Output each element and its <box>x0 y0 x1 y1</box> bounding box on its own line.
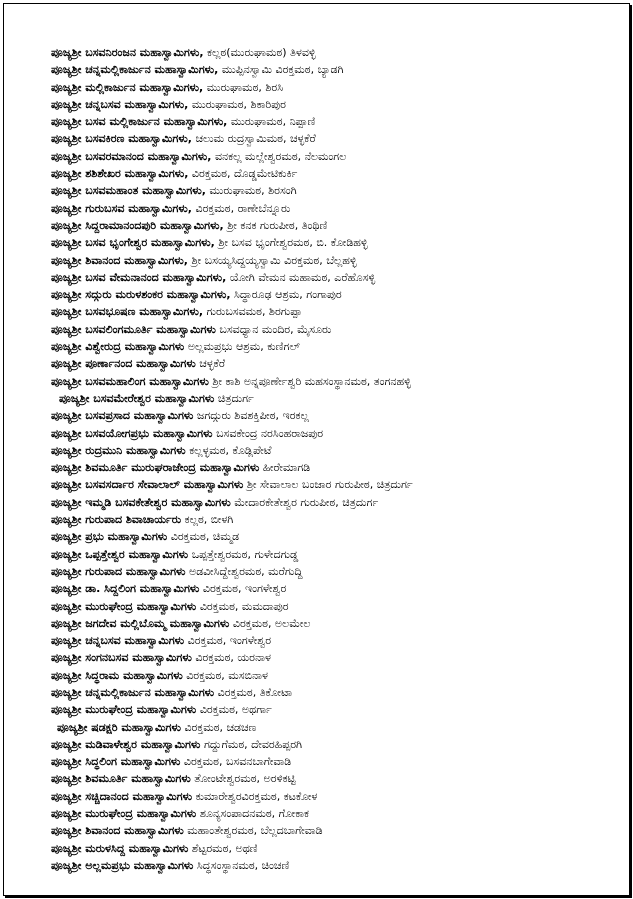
seer-title: ಪೂಜ್ಯಶ್ರೀ ಬಸವ ಭೃಂಗೇಶ್ವರ ಮಹಾಸ್ವಾಮಿಗಳು, <box>51 236 215 250</box>
seer-place: ವಿರಕ್ತಮಠ, ಯರನಾಳ <box>195 651 271 665</box>
list-item <box>51 44 413 61</box>
list-item <box>51 96 413 113</box>
seer-place: ವಿರಕ್ತಮಠ, ಮಮದಾಪುರ <box>199 599 289 613</box>
seer-title: ಪೂಜ್ಯಶ್ರೀ ಬಸವಭೂಷಣ ಮಹಾಸ್ವಾಮಿಗಳು, <box>51 305 204 319</box>
list-item <box>51 252 413 269</box>
list-item <box>51 770 413 787</box>
seer-title: ಪೂಜ್ಯಶ್ರೀ ಅಲ್ಲಮಪ್ರಭು ಮಹಾಸ್ವಾಮಿಗಳು <box>51 858 194 872</box>
seer-title: ಪೂಜ್ಯಶ್ರೀ ಬಸವಲಿಂಗಮೂರ್ತಿ ಮಹಾಸ್ವಾಮಿಗಳು <box>51 322 216 336</box>
list-item <box>51 390 413 407</box>
seer-title: ಪೂಜ್ಯಶ್ರೀ ಷಡಕ್ಷರಿ ಮಹಾಸ್ವಾಮಿಗಳು <box>57 720 181 734</box>
seer-place: ಚಿತ್ರದುರ್ಗ <box>217 391 254 405</box>
list-item <box>51 442 413 459</box>
seer-place: ವಿರಕ್ತಮಠ, ಬಸವನಬಾಗೇವಾಡಿ <box>183 755 292 769</box>
seer-title: ಪೂಜ್ಯಶ್ರೀ ಬಸವಮಹಾಂತ ಮಹಾಸ್ವಾಮಿಗಳು, <box>51 184 206 198</box>
seer-title: ಪೂಜ್ಯಶ್ರೀ ಸಿದ್ದರಾಮಾನಂದಪುರಿ ಮಹಾಸ್ವಾಮಿಗಳು, <box>51 218 224 232</box>
list-item <box>51 113 413 130</box>
list-item <box>51 234 413 251</box>
seer-place: ಯೋಗಿ ವೇಮನ ಮಹಾಮಠ, ಎರೆಹೊಸಳ್ಳಿ <box>229 270 376 284</box>
seer-place: ಸಿದ್ಧಸಂಸ್ಥಾನಮಠ, ಚಿಂಚಣಿ <box>196 858 290 872</box>
seer-title: ಪೂಜ್ಯಶ್ರೀ ಸಿದ್ಧಲಿಂಗ ಮಹಾಸ್ವಾಮಿಗಳು <box>51 755 181 769</box>
seer-place: ಜಗದ್ಗುರು ಶಿವಶಕ್ತಿಪೀಠ, ಇರಕಲ್ಲ <box>196 409 309 423</box>
seer-place: ಶ್ರೀ ಬಸಯ್ಯಸಿದ್ದಯ್ಯಸ್ವಾಮಿ ವಿರಕ್ತಮಠ, ಬೆಲ್ಲಹಳ್ಳಿ <box>191 253 357 267</box>
list-item <box>51 338 413 355</box>
seer-title: ಪೂಜ್ಯಶ್ರೀ ಬಸವಸರ್ದಾರ ಸೇವಾಲಾಲ್ ಮಹಾಸ್ವಾಮಿಗಳು <box>51 478 244 492</box>
seer-place: ತೋಂಟೇಶ್ವರಮಠ, ಅರಳಿಕಟ್ಟಿ <box>194 772 296 786</box>
seer-place: ಶ್ರೀ ಕನಕ ಗುರುಪೀಠ, ತಿಂಥಿಣಿ <box>227 218 328 232</box>
seer-place: ಕಲ್ಲಠ, ಬೀಳಗಿ <box>184 513 234 527</box>
seer-title: ಪೂಜ್ಯಶ್ರೀ ಸಿದ್ಧರಾಮ ಮಹಾಸ್ವಾಮಿಗಳು <box>51 668 183 682</box>
list-item <box>51 563 413 580</box>
seer-place: ಅಲ್ಲಮಪ್ರಭು ಆಶ್ರಮ, ಕುಣಿಗಲ್ <box>187 340 301 354</box>
seer-list <box>51 44 413 874</box>
list-item <box>51 632 413 649</box>
list-item <box>51 649 413 666</box>
seer-title: ಪೂಜ್ಯಶ್ರೀ ಚನ್ನಬಸವ ಮಹಾಸ್ವಾಮಿಗಳು <box>51 634 185 648</box>
seer-title: ಪೂಜ್ಯಶ್ರೀ ಬಸವ ಮಲ್ಲಿಕಾರ್ಜುನ ಮಹಾಸ್ವಾಮಿಗಳು, <box>51 115 228 129</box>
seer-title: ಪೂಜ್ಯಶ್ರೀ ಚನ್ನಬಸವ ಮಹಾಸ್ವಾಮಿಗಳು, <box>51 97 189 111</box>
list-item <box>51 200 413 217</box>
seer-place: ಮುರುಘಾಮಠ, ಶಿರಸಂಗಿ <box>209 184 297 198</box>
seer-title: ಪೂಜ್ಯಶ್ರೀ ಬಸವಮೇರೇಶ್ವರ ಮಹಾಸ್ವಾಮಿಗಳು <box>59 391 215 405</box>
list-item <box>51 719 413 736</box>
seer-place: ಬಸವಧ್ಯಾನ ಮಂದಿರ, ಮೈಸೂರು <box>219 322 332 336</box>
seer-title: ಪೂಜ್ಯಶ್ರೀ ಮುರುಘೇಂದ್ರ ಮಹಾಸ್ವಾಮಿಗಳು <box>51 703 197 717</box>
seer-place: ವಿರಕ್ತಮಠ, ರಾಣೇಬೆನ್ನೂರು <box>195 201 291 215</box>
seer-place: ವಿರಕ್ತಮಠ, ಮಸಬಿನಾಳ <box>186 668 268 682</box>
list-item <box>51 165 413 182</box>
seer-title: ಪೂಜ್ಯಶ್ರೀ ಒಪ್ಪತ್ತೇಶ್ವರ ಮಹಾಸ್ವಾಮಿಗಳು <box>51 547 189 561</box>
seer-place: ಬಸವಕೇಂದ್ರ ನರಸಿಂಹರಾಜಪುರ <box>216 426 324 440</box>
document-page <box>3 3 630 896</box>
seer-place: ಮುರುಘಾಮಠ, ನಿಪ್ಪಾಣಿ <box>230 115 316 129</box>
list-item <box>51 546 413 563</box>
list-item <box>51 822 413 839</box>
seer-place: ಮುಪ್ಪಿನಸ್ವಾಮಿ ವಿರಕ್ತಮಠ, ಬ್ಯಾಡಗಿ <box>221 63 344 77</box>
seer-title: ಪೂಜ್ಯಶ್ರೀ ಪ್ರಭು ಮಹಾಸ್ವಾಮಿಗಳು <box>51 530 168 544</box>
seer-place: ಸಿದ್ಧಾರೂಢ ಆಶ್ರಮ, ಗಂಗಾಪುರ <box>234 288 342 302</box>
seer-title: ಪೂಜ್ಯಶ್ರೀ ಶಿವಾನಂದ ಮಹಾಸ್ವಾಮಿಗಳು, <box>51 253 188 267</box>
seer-title: ಪೂಜ್ಯಶ್ರೀ ವಿಶ್ವೇರುದ್ರ ಮಹಾಸ್ವಾಮಿಗಳು <box>51 340 185 354</box>
seer-place: ವಿರಕ್ತಮಠ, ಅಲಮೇಲ <box>232 616 311 630</box>
seer-place: ವಿರಕ್ತಮಠ, ಅಥರ್ಗಾ <box>199 703 272 717</box>
list-item <box>51 407 413 424</box>
seer-title: ಪೂಜ್ಯಶ್ರೀ ಚನ್ನಮಲ್ಲಿಕಾರ್ಜುನ ಮಹಾಸ್ವಾಮಿಗಳು, <box>51 63 219 77</box>
seer-place: ಅಡವೀಸಿದ್ದೇಶ್ವರಮಠ, ಮರೆಗುದ್ದಿ <box>189 564 303 578</box>
seer-place: ವಿರಕ್ತಮಠ, ಇಂಗಳೇಶ್ವರ <box>187 634 272 648</box>
list-item <box>51 355 413 372</box>
seer-place: ವಿರಕ್ತಮಠ, ಇಂಗಳೇಶ್ವರ <box>202 582 287 596</box>
seer-place: ಒಪ್ಪತ್ತೇಶ್ವರಮಠ, ಗುಳೇದಗುಡ್ಡ <box>191 547 299 561</box>
seer-title: ಪೂಜ್ಯಶ್ರೀ ಸಚ್ಚಿದಾನಂದ ಮಹಾಸ್ವಾಮಿಗಳು <box>51 789 193 803</box>
seer-place: ಶ್ರೀ ಬಸವ ಭೃಂಗೇಶ್ವರಮಠ, ಬಿ. ಕೋಡಿಹಳ್ಳಿ <box>218 236 368 250</box>
seer-title: ಪೂಜ್ಯಶ್ರೀ ಇಮ್ಮಡಿ ಬಸವಕೇತೇಶ್ವರ ಮಹಾಸ್ವಾಮಿಗಳು <box>51 495 231 509</box>
seer-place: ವಿರಕ್ತಮಠ, ಚಿಮ್ಮಡ <box>170 530 240 544</box>
list-item <box>51 840 413 857</box>
list-item <box>51 182 413 199</box>
seer-place: ಕಲ್ಲಳ್ಳಮಠ, ಕೊಡ್ಲಿಪೇಟೆ <box>189 443 272 457</box>
list-item <box>51 580 413 597</box>
list-item <box>51 130 413 147</box>
seer-title: ಪೂಜ್ಯಶ್ರೀ ಶಿವಮೂರ್ತಿ ಮಹಾಸ್ವಾಮಿಗಳು <box>51 772 191 786</box>
seer-place: ಕಲ್ಲಠ(ಮುರುಘಾಮಠ) ತಿಳವಳ್ಳಿ <box>207 46 316 59</box>
seer-place: ಮಹಾಂತೇಶ್ವರಮಠ, ಬೆಲ್ಲದಬಾಗೇವಾಡಿ <box>187 824 323 838</box>
seer-title: ಪೂಜ್ಯಶ್ರೀ ಬಸವಕಿರಣ ಮಹಾಸ್ವಾಮಿಗಳು, <box>51 132 192 146</box>
seer-title: ಪೂಜ್ಯಶ್ರೀ ಗುರುಬಸವ ಮಹಾಸ್ವಾಮಿಗಳು, <box>51 201 192 215</box>
list-item <box>51 736 413 753</box>
seer-place: ಚಲುಮ ರುದ್ರಸ್ವಾಮಿಮಠ, ಚಳ್ಳಕೆರೆ <box>195 132 316 146</box>
list-item <box>51 615 413 632</box>
seer-place: ಚಳ್ಳಕೆರೆ <box>199 357 226 371</box>
seer-place: ವಿರಕ್ತಮಠ, ದೊಡ್ಡಮೇಟಿಕುರ್ಕಿ <box>191 167 298 181</box>
list-item <box>51 753 413 770</box>
seer-title: ಪೂಜ್ಯಶ್ರೀ ಬಸವಯೋಗಪ್ರಭು ಮಹಾಸ್ವಾಮಿಗಳು <box>51 426 213 440</box>
seer-title: ಪೂಜ್ಯಶ್ರೀ ಶಿವಮೂರ್ತಿ ಮುರುಘರಾಜೇಂದ್ರ ಮಹಾಸ್ವಾಮಿಗಳು <box>51 461 260 475</box>
seer-place: ಶೂನ್ಯಸಂಪಾದನಮಠ, ಗೋಕಾಕ <box>199 807 309 821</box>
list-item <box>51 476 413 493</box>
list-item <box>51 373 413 390</box>
seer-place: ಶೆಟ್ಟರಮಠ, ಅಥಣಿ <box>191 841 258 855</box>
seer-title: ಪೂಜ್ಯಶ್ರೀ ಜಗದೇವ ಮಲ್ಲಿಬೊಮ್ಮ ಮಹಾಸ್ವಾಮಿಗಳು <box>51 616 230 630</box>
list-item <box>51 321 413 338</box>
list-item <box>51 286 413 303</box>
list-item <box>51 528 413 545</box>
seer-place: ಶ್ರೀ ಸೇವಾಲಾಲ ಬಂಜಾರ ಗುರುಪೀಠ, ಚಿತ್ರದುರ್ಗ <box>246 478 413 492</box>
seer-place: ವಿರಕ್ತಮಠ, ಚಡಚಣ <box>184 720 257 734</box>
list-item <box>51 684 413 701</box>
seer-title: ಪೂಜ್ಯಶ್ರೀ ಮಡಿವಾಳೇಶ್ವರ ಮಹಾಸ್ವಾಮಿಗಳು <box>51 737 201 751</box>
list-item <box>51 511 413 528</box>
list-item <box>51 425 413 442</box>
seer-title: ಪೂಜ್ಯಶ್ರೀ ಶಿವಾನಂದ ಮಹಾಸ್ವಾಮಿಗಳು <box>51 824 184 838</box>
list-item <box>51 598 413 615</box>
seer-title: ಪೂಜ್ಯಶ್ರೀ ಬಸವಪ್ರಸಾದ ಮಹಾಸ್ವಾಮಿಗಳು <box>51 409 194 423</box>
list-item <box>51 857 413 874</box>
list-item <box>51 459 413 476</box>
seer-title: ಪೂಜ್ಯಶ್ರೀ ಶಶಿಶೇಖರ ಮಹಾಸ್ವಾಮಿಗಳು, <box>51 167 189 181</box>
seer-title: ಪೂಜ್ಯಶ್ರೀ ಡಾ. ಸಿದ್ದಲಿಂಗ ಮಹಾಸ್ವಾಮಿಗಳು <box>51 582 200 596</box>
seer-place: ಕುಮಾರೇಶ್ವರವಿರಕ್ತಮಠ, ಕಟಕೋಳ <box>195 789 318 803</box>
list-item <box>51 788 413 805</box>
seer-title: ಪೂಜ್ಯಶ್ರೀ ರುದ್ರಮುನಿ ಮಹಾಸ್ವಾಮಿಗಳು <box>51 443 186 457</box>
seer-place: ಗುರುಬಸವಮಠ, ಶಿರಗುಪ್ಪಾ <box>206 305 303 319</box>
seer-title: ಪೂಜ್ಯಶ್ರೀ ಸದ್ಗುರು ಮರುಳಶಂಕರ ಮಹಾಸ್ವಾಮಿಗಳು, <box>51 288 231 302</box>
seer-title: ಪೂಜ್ಯಶ್ರೀ ಮಲ್ಲಿಕಾರ್ಜುನ ಮಹಾಸ್ವಾಮಿಗಳು, <box>51 80 204 94</box>
seer-title: ಪೂಜ್ಯಶ್ರೀ ಬಸವಮಹಾಲಿಂಗ ಮಹಾಸ್ವಾಮಿಗಳು <box>51 374 209 388</box>
seer-place: ಮುರುಘಾಮಠ, ಶಿರಸಿ <box>206 80 284 94</box>
list-item <box>51 701 413 718</box>
seer-title: ಪೂಜ್ಯಶ್ರೀ ಗುರುಪಾದ ಶಿವಾಚಾರ್ಯರು <box>51 513 182 527</box>
seer-title: ಪೂಜ್ಯಶ್ರೀ ಮರುಳಸಿದ್ದ ಮಹಾಸ್ವಾಮಿಗಳು <box>51 841 189 855</box>
seer-title: ಪೂಜ್ಯಶ್ರೀ ಗುರುಪಾದ ಮಹಾಸ್ವಾಮಿಗಳು <box>51 564 186 578</box>
seer-place: ಶ್ರೀ ಕಾಶಿ ಅನ್ನಪೂರ್ಣೇಶ್ವರಿ ಮಹಸಂಸ್ಥಾನಮಠ, ತಂಗನಹಳ್ಳಿ <box>212 374 411 388</box>
list-item <box>51 148 413 165</box>
seer-title: ಪೂಜ್ಯಶ್ರೀ ಬಸವ ವೇಮನಾನಂದ ಮಹಾಸ್ವಾಮಿಗಳು, <box>51 270 227 284</box>
seer-place: ವನಕಲ್ಲ ಮಲ್ಲೇಶ್ವರಮಠ, ನೆಲಮಂಗಲ <box>214 149 347 163</box>
seer-title: ಪೂಜ್ಯಶ್ರೀ ಚನ್ನಮಲ್ಲಿಕಾರ್ಜುನ ಮಹಾಸ್ವಾಮಿಗಳು <box>51 685 215 699</box>
list-item <box>51 494 413 511</box>
list-item <box>51 805 413 822</box>
seer-title: ಪೂಜ್ಯಶ್ರೀ ಪೂರ್ಣಾನಂದ ಮಹಾಸ್ವಾಮಿಗಳು <box>51 357 196 371</box>
seer-place: ಗದ್ದುಗೆಮಠ, ದೇವರಹಿಪ್ಪರಗಿ <box>203 737 303 751</box>
seer-place: ಮೇದಾರಕೇತೇಶ್ವರ ಗುರುಪೀಠ, ಚಿತ್ರದುರ್ಗ <box>234 495 379 509</box>
seer-place: ವಿರಕ್ತಮಠ, ತಿಕೋಟಾ <box>217 685 293 699</box>
seer-title: ಪೂಜ್ಯಶ್ರೀ ಬಸವರಮಾನಂದ ಮಹಾಸ್ವಾಮಿಗಳು, <box>51 149 212 163</box>
list-item <box>51 61 413 78</box>
seer-title: ಪೂಜ್ಯಶ್ರೀ ಮುರುಘೇಂದ್ರ ಮಹಾಸ್ವಾಮಿಗಳು <box>51 807 197 821</box>
list-item <box>51 269 413 286</box>
seer-place: ಮುರುಘಾಮಠ, ಶಿಕಾರಿಪುರ <box>191 97 286 111</box>
list-item <box>51 667 413 684</box>
list-item <box>51 217 413 234</box>
seer-title: ಪೂಜ್ಯಶ್ರೀ ಬಸವನಿರಂಜನ ಮಹಾಸ್ವಾಮಿಗಳು, <box>51 46 204 59</box>
seer-title: ಪೂಜ್ಯಶ್ರೀ ಸಂಗನಬಸವ ಮಹಾಸ್ವಾಮಿಗಳು <box>51 651 192 665</box>
list-item <box>51 303 413 320</box>
seer-place: ಹೀರೇಮಾಗಡಿ <box>262 461 311 475</box>
seer-title: ಪೂಜ್ಯಶ್ರೀ ಮುರುಘೇಂದ್ರ ಮಹಾಸ್ವಾಮಿಗಳು <box>51 599 197 613</box>
list-item <box>51 79 413 96</box>
